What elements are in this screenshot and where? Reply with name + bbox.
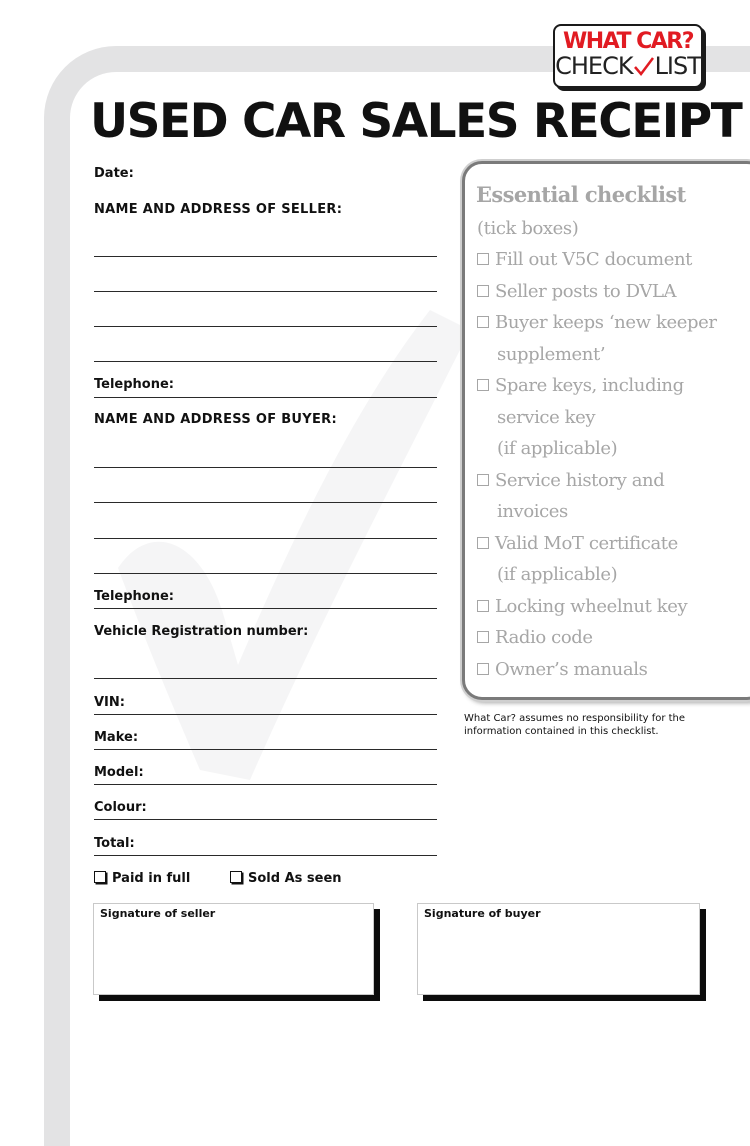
page-title: USED CAR SALES RECEIPT	[90, 94, 742, 149]
registration-line[interactable]	[94, 678, 437, 679]
checklist-item[interactable]: Seller posts to DVLA	[477, 281, 676, 303]
checklist-item[interactable]: Locking wheelnut key	[477, 596, 687, 618]
total-label: Total:	[94, 836, 135, 851]
colour-label: Colour:	[94, 800, 147, 815]
checkbox-icon[interactable]	[477, 474, 489, 486]
logo-list-word: LIST	[654, 52, 701, 80]
checkbox-icon[interactable]	[477, 285, 489, 297]
seller-address-line-2[interactable]	[94, 291, 437, 292]
vin-line[interactable]	[94, 714, 437, 715]
checklist-item-continuation: service key	[497, 407, 596, 428]
seller-address-line-1[interactable]	[94, 256, 437, 257]
seller-signature-box[interactable]	[93, 903, 374, 995]
make-label: Make:	[94, 730, 139, 745]
buyer-signature-box[interactable]	[417, 903, 700, 995]
checkbox-icon[interactable]	[477, 663, 489, 675]
essential-checklist-panel	[462, 161, 750, 700]
colour-line[interactable]	[94, 819, 437, 820]
checklist-title: Essential checklist	[476, 182, 686, 207]
checkbox-icon[interactable]	[477, 379, 489, 391]
checklist-item-continuation: (if applicable)	[497, 438, 618, 459]
registration-label: Vehicle Registration number:	[94, 624, 309, 639]
buyer-address-line-3[interactable]	[94, 538, 437, 539]
seller-telephone-line[interactable]	[94, 397, 437, 398]
logo-tick-icon	[633, 56, 655, 76]
make-line[interactable]	[94, 749, 437, 750]
checklist-item-continuation: (if applicable)	[497, 564, 618, 585]
seller-telephone-label: Telephone:	[94, 377, 174, 392]
buyer-address-line-1[interactable]	[94, 467, 437, 468]
what-car-checklist-logo	[553, 24, 703, 88]
sold-as-seen-label: Sold As seen	[248, 871, 342, 886]
paid-in-full-checkbox[interactable]	[94, 871, 106, 883]
vin-label: VIN:	[94, 695, 125, 710]
buyer-signature-label: Signature of buyer	[424, 907, 541, 920]
checklist-subtitle: (tick boxes)	[477, 218, 579, 239]
seller-address-line-3[interactable]	[94, 326, 437, 327]
buyer-telephone-label: Telephone:	[94, 589, 174, 604]
seller-heading: NAME AND ADDRESS OF SELLER:	[94, 202, 343, 217]
checklist-item-continuation: supplement’	[497, 344, 606, 365]
sold-as-seen-checkbox[interactable]	[230, 871, 242, 883]
checklist-item-continuation: invoices	[497, 501, 568, 522]
sold-as-seen-option[interactable]	[230, 871, 342, 887]
logo-checklist-text	[555, 53, 701, 79]
checklist-item[interactable]: Buyer keeps ‘new keeper	[477, 312, 717, 334]
buyer-telephone-line[interactable]	[94, 608, 437, 609]
checkbox-icon[interactable]	[477, 537, 489, 549]
buyer-heading: NAME AND ADDRESS OF BUYER:	[94, 412, 337, 427]
checklist-item[interactable]: Fill out V5C document	[477, 249, 692, 271]
buyer-address-line-4[interactable]	[94, 573, 437, 574]
checklist-item[interactable]: Spare keys, including	[477, 375, 684, 397]
model-line[interactable]	[94, 784, 437, 785]
checklist-item[interactable]: Radio code	[477, 627, 593, 649]
checklist-item[interactable]: Service history and	[477, 470, 664, 492]
date-label: Date:	[94, 166, 134, 181]
seller-address-line-4[interactable]	[94, 361, 437, 362]
checkbox-icon[interactable]	[477, 253, 489, 265]
checklist-item[interactable]: Owner’s manuals	[477, 659, 647, 681]
checklist-item[interactable]: Valid MoT certificate	[477, 533, 678, 555]
checkbox-icon[interactable]	[477, 631, 489, 643]
total-line[interactable]	[94, 855, 437, 856]
paid-in-full-option[interactable]	[94, 871, 190, 887]
seller-signature-label: Signature of seller	[100, 907, 216, 920]
disclaimer-text: What Car? assumes no responsibility for the information contained in this checklist.	[464, 713, 686, 737]
checkbox-icon[interactable]	[477, 316, 489, 328]
logo-check-word: CHECK	[555, 52, 633, 80]
logo-brand-text: WHAT CAR?	[562, 29, 694, 54]
checkbox-icon[interactable]	[477, 600, 489, 612]
buyer-address-line-2[interactable]	[94, 502, 437, 503]
model-label: Model:	[94, 765, 144, 780]
paid-in-full-label: Paid in full	[112, 871, 191, 886]
